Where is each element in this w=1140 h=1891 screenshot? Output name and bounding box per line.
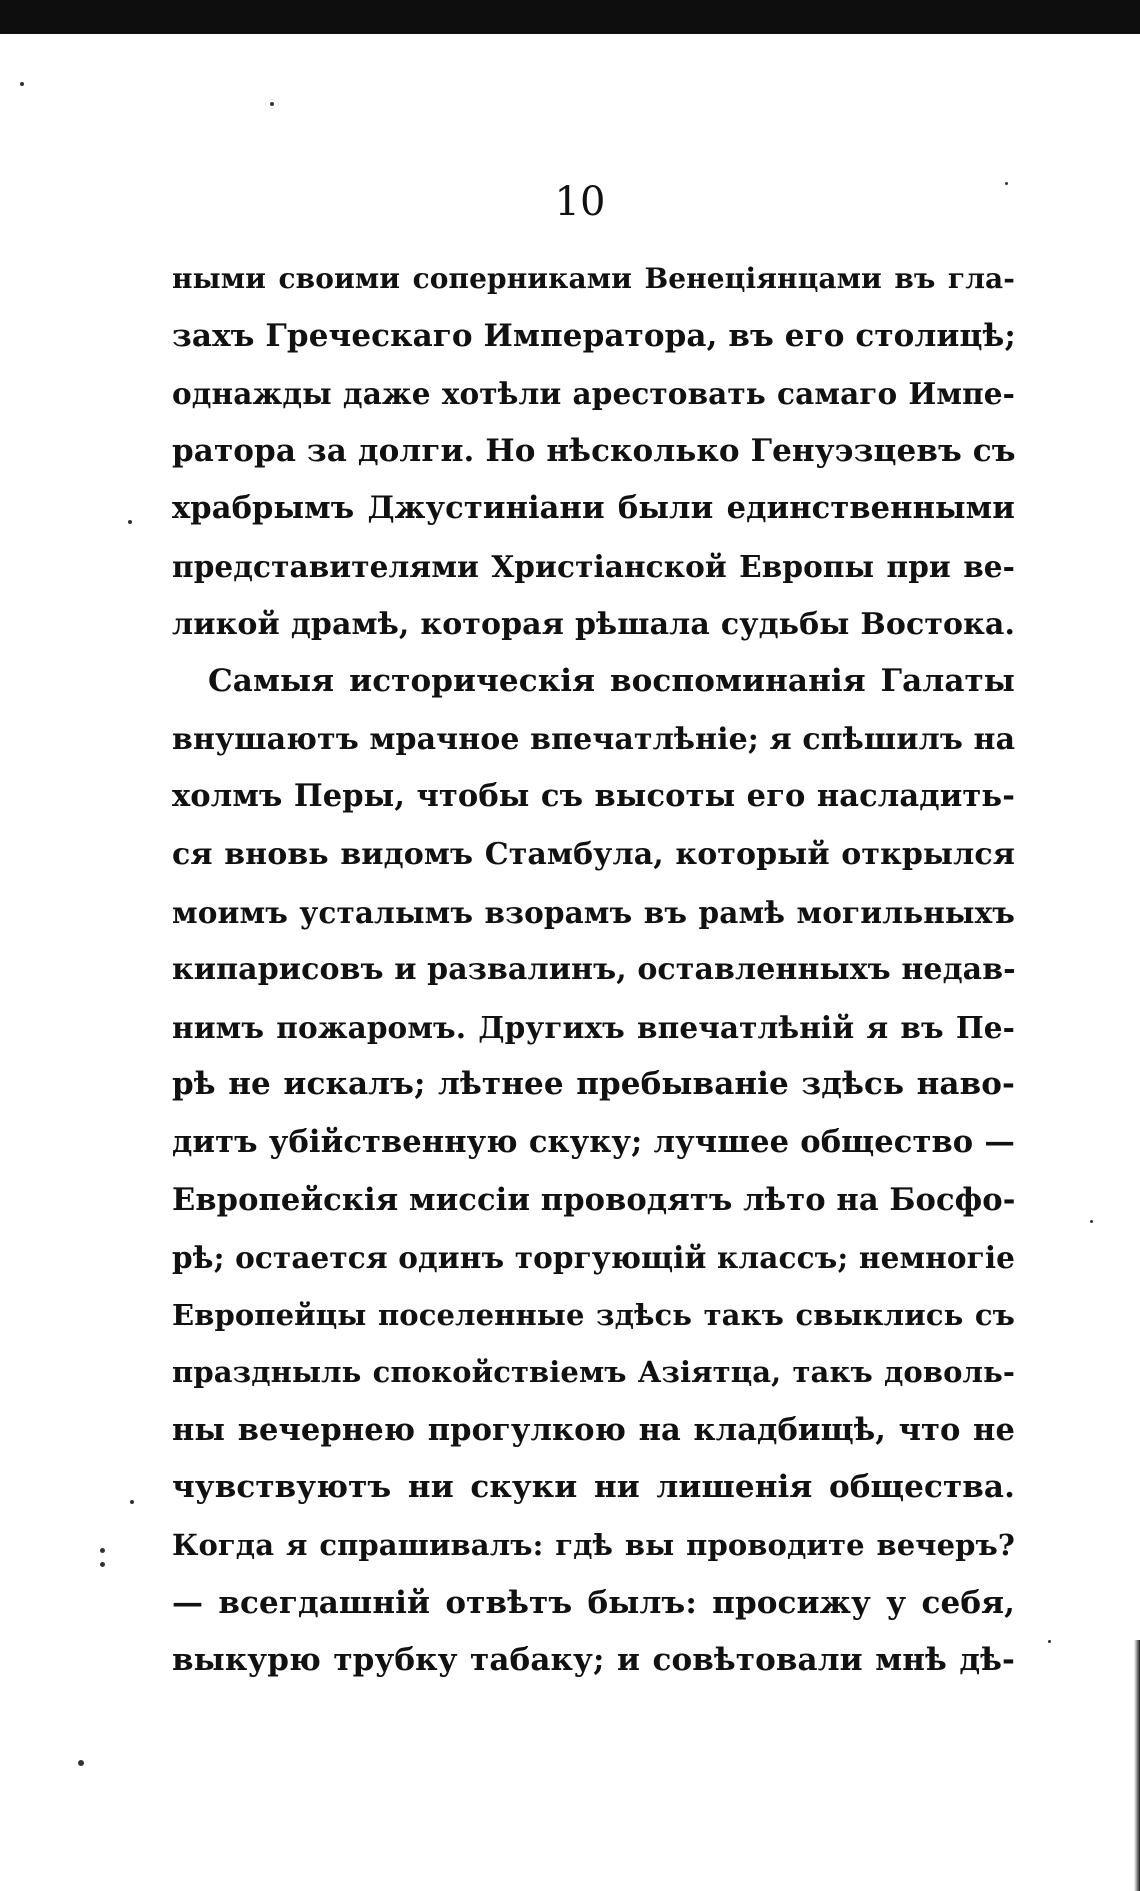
- page-number: 10: [554, 179, 606, 225]
- text-line: однажды даже хотѣли арестовать самаго Импе-: [172, 376, 1015, 412]
- text-line: Самыя историческія воспоминанія Галаты: [208, 663, 1015, 700]
- scan-speck: [100, 1548, 105, 1553]
- text-line: ликой драмѣ, которая рѣшала судьбы Востока.: [172, 606, 1015, 642]
- scan-speck: [20, 82, 24, 86]
- text-line: захъ Греческаго Императора, въ его столицѣ;: [172, 317, 1016, 354]
- text-line: дитъ убійственную скуку; лучшее общество —: [172, 1123, 1015, 1160]
- text-line: Европейскія миссіи проводятъ лѣто на Босфо-: [172, 1181, 1016, 1218]
- text-line: храбрымъ Джустиніани были единственными: [172, 490, 1015, 527]
- scan-speck: [1090, 1220, 1093, 1223]
- text-line: ся вновь видомъ Стамбула, который открылся: [172, 836, 1015, 872]
- text-line: — всегдашній отвѣтъ былъ: просижу у себя,: [172, 1584, 1015, 1621]
- text-line: ны вечернею прогулкою на кладбищѣ, что не: [172, 1411, 1015, 1448]
- scan-speck: [128, 520, 132, 524]
- text-line: рѣ; остается одинъ торгующій классъ; немногіе: [172, 1240, 1015, 1276]
- scan-speck: [78, 1760, 84, 1766]
- scan-speck: [130, 1500, 134, 1504]
- text-line: холмъ Перы, чтобы съ высоты его насладить-: [172, 778, 1015, 815]
- scan-speck: [270, 102, 274, 106]
- text-line: ратора за долги. Но нѣсколько Генуэзцевъ съ: [172, 432, 1016, 469]
- scan-speck: [100, 1562, 105, 1567]
- text-line: ными своими соперниками Венеціянцами въ гла-: [172, 262, 1015, 295]
- text-line: выкурю трубку табаку; и совѣтовали мнѣ дѣ-: [172, 1642, 1015, 1679]
- page-body: [172, 250, 1015, 1690]
- text-line: Когда я спрашивалъ: гдѣ вы проводите вечеръ?: [172, 1528, 1015, 1563]
- text-line: праздныль спокойствіемъ Азіятца, такъ доволь-: [172, 1355, 1015, 1390]
- scan-top-border: [0, 0, 1140, 34]
- text-line: нимъ пожаромъ. Другихъ впечатлѣній я въ Пе-: [172, 1009, 1015, 1045]
- text-line: чувствуютъ ни скуки ни лишенія общества.: [172, 1469, 1015, 1506]
- text-line: внушаютъ мрачное впечатлѣніе; я спѣшилъ на: [172, 721, 1016, 757]
- scan-speck: [1005, 182, 1008, 185]
- text-line: рѣ не искалъ; лѣтнее пребываніе здѣсь наво-: [172, 1066, 1015, 1103]
- text-line: моимъ усталымъ взорамъ въ рамѣ могильныхъ: [172, 894, 1015, 930]
- scan-speck: [1048, 1640, 1051, 1643]
- text-line: кипарисовъ и развалинъ, оставленныхъ недав-: [172, 952, 1016, 988]
- scan-right-edge: [1134, 1640, 1140, 1891]
- text-line: представителями Христіанской Европы при ве-: [172, 548, 1015, 584]
- text-line: Европейцы поселенные здѣсь такъ свыклись съ: [172, 1297, 1015, 1332]
